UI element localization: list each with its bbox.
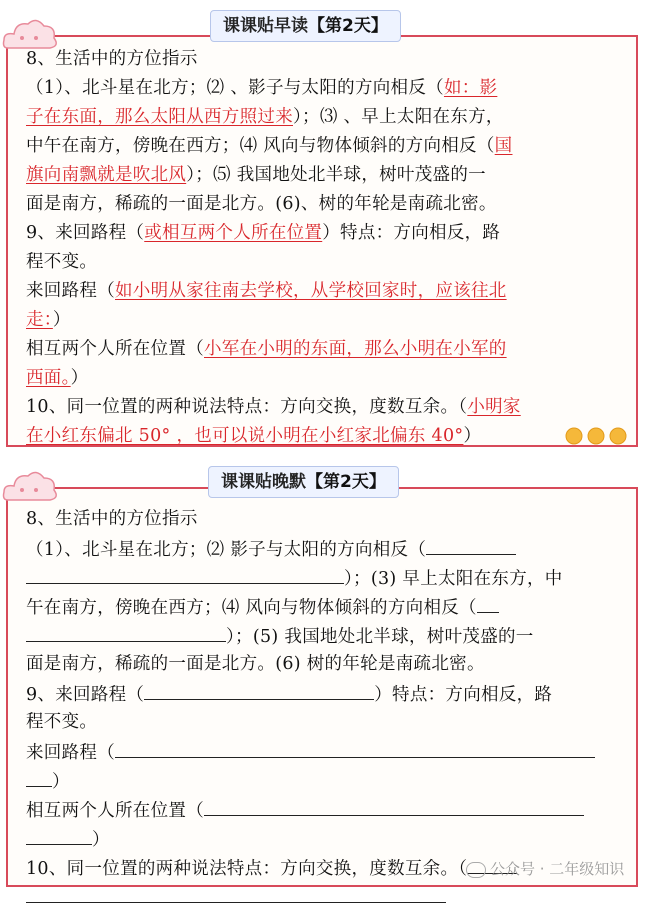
text: ） <box>52 310 71 330</box>
text: ）特点：方向相反，路 <box>374 685 553 705</box>
answer-text: 国 <box>494 136 513 156</box>
text-line: 程不变。 <box>26 712 98 732</box>
text-line <box>26 219 629 248</box>
answer-blank[interactable] <box>144 679 374 700</box>
answer-text: 如：影 <box>443 78 498 98</box>
text-line <box>26 335 629 364</box>
answer-text: 或相互两个人所在位置 <box>144 223 323 243</box>
watermark-text: 公众号 · 二年级知识 <box>490 860 625 878</box>
answer-text: 如小明从家往南去学校，从学校回家时，应该往北 <box>115 281 507 301</box>
text-line: 面是南方，稀疏的一面是北方。(6) 树的年轮是南疏北密。 <box>26 654 485 674</box>
text: 中午在南方，傍晚在西方；⑷ 风向与物体倾斜的方向相反（ <box>26 136 495 156</box>
answer-text: 在小红东偏北 50° ，也可以说小明在小红家北偏东 40° <box>26 426 464 446</box>
answer-blank[interactable] <box>26 621 226 642</box>
text: ）；(5) 我国地处北半球，树叶茂盛的一 <box>226 627 534 647</box>
text-line <box>26 534 629 563</box>
answer-text: 西面。 <box>26 368 71 388</box>
text: 10、同一位置的两种说法特点：方向交换，度数互余。（ <box>26 397 468 417</box>
text: 来回路程（ <box>26 743 115 763</box>
answer-blank[interactable] <box>426 534 516 555</box>
morning-header <box>210 10 401 42</box>
wechat-icon <box>466 862 486 878</box>
text-line <box>26 74 629 103</box>
text: 9、来回路程（ <box>26 223 145 243</box>
text: 来回路程（ <box>26 281 115 301</box>
text-line <box>26 737 629 766</box>
answer-blank[interactable] <box>26 882 446 903</box>
text-line: 程不变。 <box>26 252 98 272</box>
text: ） <box>463 426 482 446</box>
answer-blank[interactable] <box>26 766 52 787</box>
text: ）；⑶ 、早上太阳在东方， <box>293 107 504 127</box>
text: 10、同一位置的两种说法特点：方向交换，度数互余。（ <box>26 859 468 879</box>
text: 相互两个人所在位置（ <box>26 801 204 821</box>
answer-blank[interactable] <box>204 795 584 816</box>
text: 9、来回路程（ <box>26 685 145 705</box>
text: ）；(3) 早上太阳在东方，中 <box>344 569 563 589</box>
evening-content <box>26 505 629 911</box>
sun-decoration-icon <box>563 425 633 447</box>
answer-text: 小军在小明的东面，那么小明在小军的 <box>204 339 507 359</box>
header-label: 课课贴早读 <box>223 16 308 36</box>
text: ） <box>52 772 70 792</box>
text-line: 8、生活中的方位指示 <box>26 509 198 529</box>
text-line <box>26 679 629 708</box>
text-line <box>26 277 629 306</box>
cloud-icon <box>0 466 60 506</box>
header-day: 【第2天】 <box>308 16 388 36</box>
evening-header <box>208 466 399 498</box>
answer-blank[interactable] <box>115 737 595 758</box>
text: ） <box>92 830 110 850</box>
watermark <box>466 858 624 879</box>
text-line <box>26 766 629 795</box>
text-line <box>26 103 629 132</box>
text: 相互两个人所在位置（ <box>26 339 204 359</box>
answer-text: 子在东面，那么太阳从西方照过来 <box>26 107 293 127</box>
answer-text: 走： <box>26 310 53 330</box>
text-line <box>26 795 629 824</box>
text-line <box>26 882 629 911</box>
text-line <box>26 132 629 161</box>
text-line <box>26 161 629 190</box>
text-line <box>26 306 629 335</box>
text-line <box>26 364 629 393</box>
header-label: 课课贴晚默 <box>221 472 306 492</box>
answer-text: 小明家 <box>467 397 521 417</box>
answer-text: 旗向南飘就是吹北风 <box>26 165 187 185</box>
text-line: 面是南方，稀疏的一面是北方。(6)、树的年轮是南疏北密。 <box>26 194 497 214</box>
text-line <box>26 393 629 422</box>
text-line <box>26 824 629 853</box>
text-line <box>26 592 629 621</box>
text: （1）、北斗星在北方；⑵ 影子与太阳的方向相反（ <box>26 540 427 560</box>
text-line <box>26 621 629 650</box>
text-line: 8、生活中的方位指示 <box>26 49 198 69</box>
header-day: 【第2天】 <box>306 472 386 492</box>
morning-content <box>26 45 629 451</box>
text-line <box>26 422 629 451</box>
text: （1）、北斗星在北方；⑵ 、影子与太阳的方向相反（ <box>26 78 444 98</box>
text: ） <box>70 368 89 388</box>
text: ）；⑸ 我国地处北半球，树叶茂盛的一 <box>186 165 486 185</box>
answer-blank[interactable] <box>26 824 92 845</box>
text: ）特点：方向相反，路 <box>322 223 501 243</box>
answer-blank[interactable] <box>26 563 344 584</box>
answer-blank[interactable] <box>477 592 499 613</box>
text: 午在南方，傍晚在西方；⑷ 风向与物体倾斜的方向相反（ <box>26 598 477 618</box>
text-line <box>26 563 629 592</box>
